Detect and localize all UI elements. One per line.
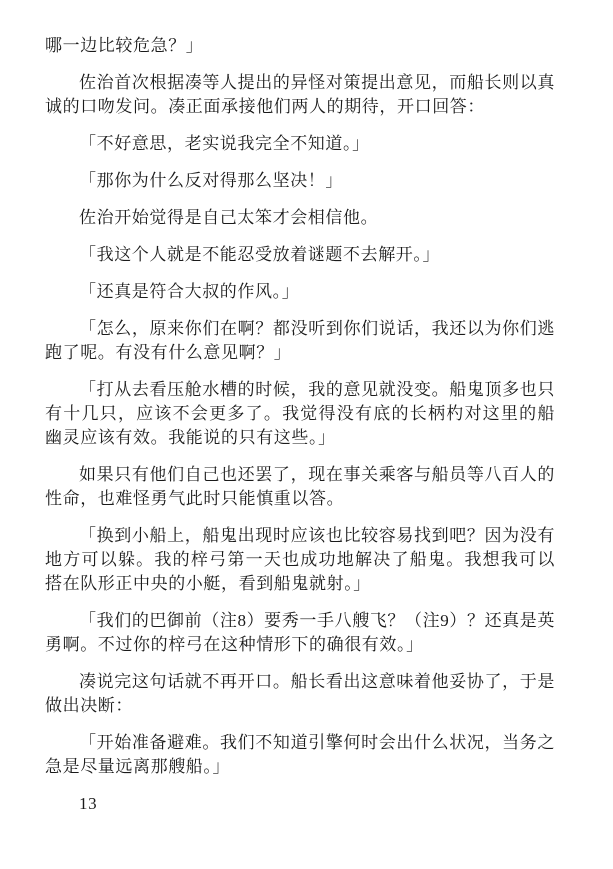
paragraph: 如果只有他们自己也还罢了，现在事关乘客与船员等八百人的性命，也难怪勇气此时只能慎重以答。 [45, 465, 555, 508]
paragraph: 「开始准备避难。我们不知道引擎何时会出什么状况，当务之急是尽量远离那艘船。」 [45, 733, 555, 776]
paragraph-list [45, 34, 555, 816]
paragraph: 「换到小船上，船鬼出现时应该也比较容易找到吧？因为没有地方可以躲。我的梓弓第一天也成功地解决了船鬼。我想我可以搭在队形正中央的小艇，看到船鬼就射。」 [45, 526, 555, 593]
paragraph: 凑说完这句话就不再开口。船长看出这意味着他妥协了，于是做出决断： [45, 672, 555, 715]
paragraph: 「我们的巴御前（注8）要秀一手八艘飞？（注9）？还真是英勇啊。不过你的梓弓在这种情形下的确很有效。」 [45, 611, 555, 654]
paragraph: 哪一边比较危急？」 [45, 36, 204, 55]
paragraph: 「那你为什么反对得那么坚决！」 [79, 171, 343, 190]
paragraph: 「不好意思，老实说我完全不知道。」 [79, 134, 370, 153]
paragraph: 佐治开始觉得是自己太笨才会相信他。 [79, 208, 379, 227]
paragraph: 「打从去看压舱水槽的时候，我的意见就没变。船鬼顶多也只有十几只，应该不会更多了。我觉得没有底的长柄杓对这里的船幽灵应该有效。我能说的只有这些。」 [45, 380, 555, 447]
page-number: 13 [79, 794, 98, 813]
paragraph: 「怎么，原来你们在啊？都没听到你们说话，我还以为你们逃跑了呢。有没有什么意见啊？」 [45, 319, 555, 362]
paragraph: 佐治首次根据凑等人提出的异怪对策提出意见，而船长则以真诚的口吻发问。凑正面承接他们两人的期待，开口回答： [45, 73, 555, 116]
paragraph: 「还真是符合大叔的作风。」 [79, 282, 300, 301]
paragraph: 「我这个人就是不能忍受放着谜题不去解开。」 [79, 245, 441, 264]
